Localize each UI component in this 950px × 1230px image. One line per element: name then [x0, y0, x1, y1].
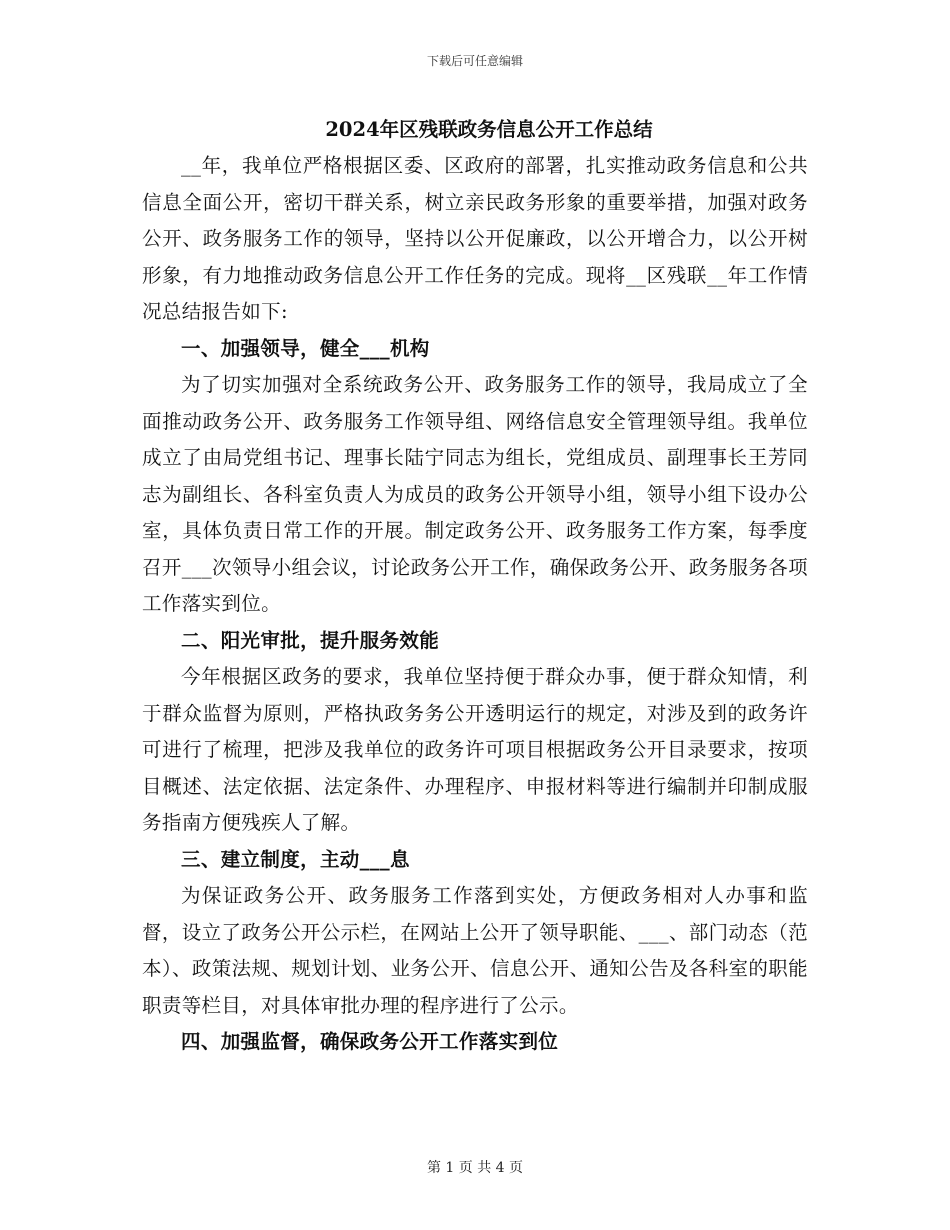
section-body-2: 今年根据区政务的要求，我单位坚持便于群众办事，便于群众知情，利于群众监督为原则，严格执政务务公开透明运行的规定，对涉及到的政务许可进行了梳理，把涉及我单位的政务许可项目根据政务公开目录要求，按项目概述、法定依据、法定条件、办理程序、申报材料等进行编制并印制成服务指南方便残疾人了解。	[142, 665, 808, 834]
section-heading-3: 三、建立制度，主动___息	[181, 847, 410, 871]
document-body	[142, 112, 808, 1061]
intro-paragraph: __年，我单位严格根据区委、区政府的部署，扎实推动政务信息和公共信息全面公开，密切干群关系，树立亲民政务形象的重要举措，加强对政务公开、政务服务工作的领导，坚持以公开促廉政，以公开增合力，以公开树形象，有力地推动政务信息公开工作任务的完成。现将__区残联__年工作情况总结报告如下:	[142, 154, 808, 323]
document-title: 2024年区残联政务信息公开工作总结	[325, 118, 653, 141]
section-body-3: 为保证政务公开、政务服务工作落到实处，方便政务相对人办事和监督，设立了政务公开公示栏，在网站上公开了领导职能、___、部门动态（范本）、政策法规、规划计划、业务公开、信息公开、通知公告及各科室的职能职责等栏目，对具体审批办理的程序进行了公示。	[142, 884, 808, 1017]
header-note: 下载后可任意编辑	[426, 54, 523, 68]
section-heading-1: 一、加强领导，健全___机构	[181, 336, 430, 360]
section-heading-2: 二、阳光审批，提升服务效能	[181, 628, 440, 652]
section-body-1: 为了切实加强对全系统政务公开、政务服务工作的领导，我局成立了全面推动政务公开、政务服务工作领导组、网络信息安全管理领导组。我单位成立了由局党组书记、理事长陆宁同志为组长，党组成员、副理事长王芳同志为副组长、各科室负责人为成员的政务公开领导小组，领导小组下设办公室，具体负责日常工作的开展。制定政务公开、政务服务工作方案，每季度召开___次领导小组会议，讨论政务公开工作，确保政务公开、政务服务各项工作落实到位。	[142, 373, 808, 615]
page-number: 第 1 页 共 4 页	[426, 1160, 524, 1176]
section-heading-4: 四、加强监督，确保政务公开工作落实到位	[181, 1030, 559, 1053]
